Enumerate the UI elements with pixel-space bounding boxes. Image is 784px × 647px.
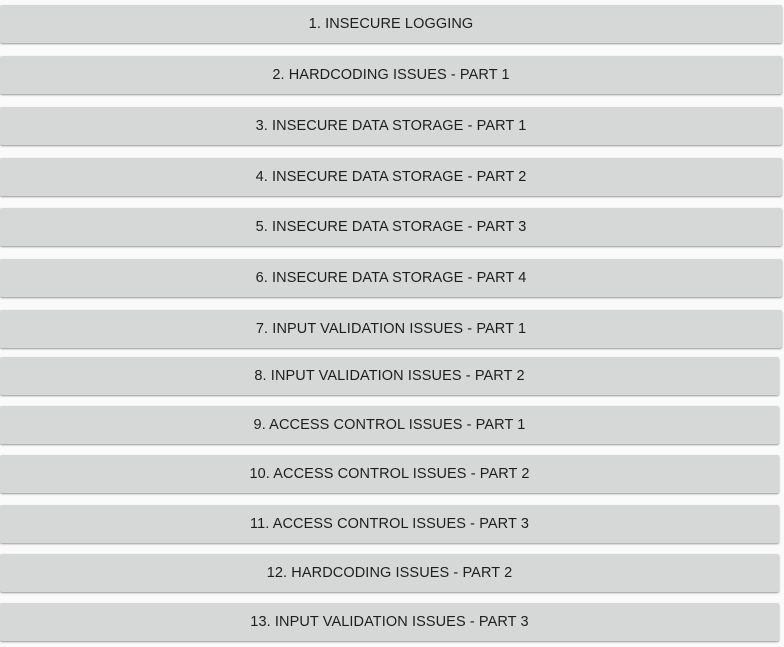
hardcoding-issues-part2-button[interactable]: 12. HARDCODING ISSUES - PART 2 <box>0 554 779 592</box>
insecure-data-storage-part1-button[interactable]: 3. INSECURE DATA STORAGE - PART 1 <box>0 107 782 145</box>
insecure-data-storage-part4-button[interactable]: 6. INSECURE DATA STORAGE - PART 4 <box>0 259 782 297</box>
insecure-data-storage-part2-button[interactable]: 4. INSECURE DATA STORAGE - PART 2 <box>0 158 782 196</box>
access-control-issues-part1-button[interactable]: 9. ACCESS CONTROL ISSUES - PART 1 <box>0 406 779 444</box>
input-validation-issues-part3-button[interactable]: 13. INPUT VALIDATION ISSUES - PART 3 <box>0 603 779 641</box>
access-control-issues-part2-button[interactable]: 10. ACCESS CONTROL ISSUES - PART 2 <box>0 455 779 493</box>
insecure-data-storage-part3-button[interactable]: 5. INSECURE DATA STORAGE - PART 3 <box>0 208 782 246</box>
insecure-logging-button[interactable]: 1. INSECURE LOGGING <box>0 5 782 43</box>
hardcoding-issues-part1-button[interactable]: 2. HARDCODING ISSUES - PART 1 <box>0 56 782 94</box>
access-control-issues-part3-button[interactable]: 11. ACCESS CONTROL ISSUES - PART 3 <box>0 505 779 543</box>
input-validation-issues-part1-button[interactable]: 7. INPUT VALIDATION ISSUES - PART 1 <box>0 310 782 348</box>
input-validation-issues-part2-button[interactable]: 8. INPUT VALIDATION ISSUES - PART 2 <box>0 357 779 395</box>
